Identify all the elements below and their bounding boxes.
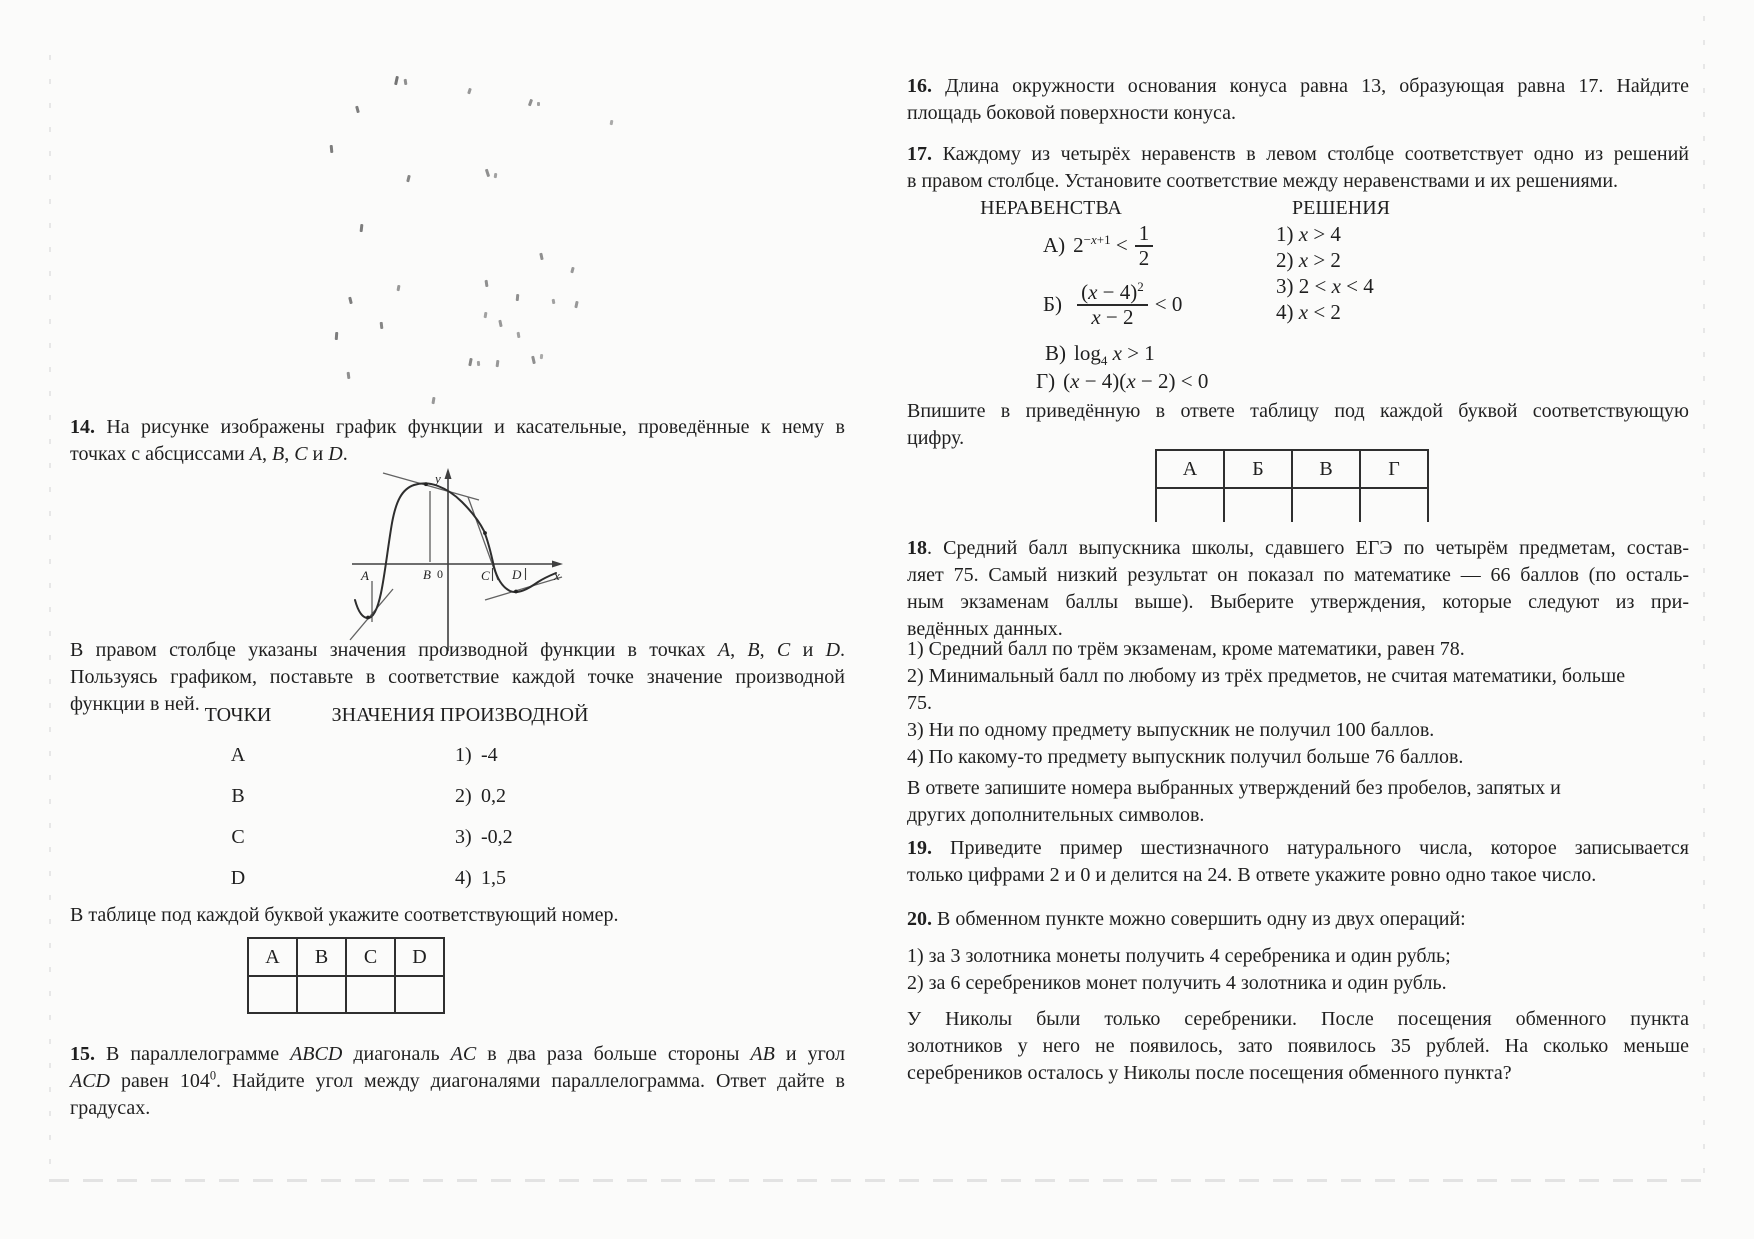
x-axis-label: x <box>554 568 560 583</box>
value-row <box>455 735 513 776</box>
fraction-one-half <box>1135 222 1154 269</box>
solution-row: 3) 2 < x < 4 <box>1276 274 1374 298</box>
inequalities-header: НЕРАВЕНСТВА <box>980 197 1122 219</box>
points-column-header: ТОЧКИ <box>204 704 272 726</box>
speck <box>431 397 435 404</box>
answer-table-header-cell: D <box>395 938 444 976</box>
solutions-header: РЕШЕНИЯ <box>1292 197 1390 219</box>
point-B-dot <box>424 482 428 486</box>
speck <box>485 169 490 177</box>
speck <box>528 99 533 106</box>
speck <box>468 358 472 366</box>
y-axis-label: y <box>435 471 441 486</box>
speck <box>531 356 535 364</box>
answer-input-cell <box>297 976 346 1013</box>
solution-row: 4) x < 2 <box>1276 300 1341 324</box>
tangent-at-B <box>383 473 479 500</box>
problem-20-question: У Николы были только серебреники. После посещения обменного пункта золотников у него не появилось, зато появилось 35 рублей. На сколько меньше серебреников осталось у Николы после посещения обменного пункта? <box>907 1008 1689 1084</box>
points-list <box>224 735 252 899</box>
right-margin-dashes <box>1703 16 1705 1176</box>
answer-table-14 <box>247 937 445 1014</box>
inequality-B <box>1043 281 1182 328</box>
inequality-A-label: А) <box>1043 233 1066 258</box>
problem-16-text: 16. Длина окружности основания конуса равна 13, образующая равна 17. Найдите площадь боковой поверхности конуса. <box>907 75 1689 124</box>
fraction-numerator: $(x - 4)^2$ <box>1081 279 1144 304</box>
point-row: B <box>231 785 245 807</box>
label-zero: 0 <box>437 567 443 581</box>
value-number: 2) <box>455 785 472 807</box>
answer-input-cell <box>1156 488 1224 522</box>
speck <box>537 102 540 106</box>
function-graph <box>280 461 600 663</box>
answer-input-cell <box>395 976 444 1013</box>
speck <box>347 372 350 379</box>
speck <box>517 332 520 338</box>
speck <box>396 285 400 291</box>
speck <box>484 312 487 318</box>
speck <box>574 301 578 308</box>
speck <box>485 280 488 287</box>
tangent-at-D <box>485 577 562 600</box>
point-row: D <box>230 867 246 889</box>
answer-table-17 <box>1155 449 1429 522</box>
speck <box>394 76 398 85</box>
speck <box>498 320 502 327</box>
value-row <box>455 817 513 858</box>
answer-table-header-cell: Б <box>1224 450 1292 488</box>
derivative-values-list <box>455 735 513 899</box>
inequality-B-label: Б) <box>1043 292 1063 317</box>
point-A-dot <box>366 616 370 620</box>
problem-14-table-instruction: В таблице под каждой буквой укажите соответствующий номер. <box>70 904 619 926</box>
speck <box>570 267 574 273</box>
value-text: 0,2 <box>481 785 506 807</box>
point-row: A <box>230 744 246 766</box>
speck <box>540 354 543 359</box>
speck <box>467 88 471 94</box>
value-row <box>455 776 513 817</box>
label-C: C <box>481 568 490 583</box>
value-row <box>455 858 513 899</box>
point-D-dot <box>514 590 518 594</box>
problem-18-answer-instruction: В ответе запишите номера выбранных утверждений без пробелов, запятых и других дополнительных символов. <box>907 777 1561 826</box>
speck <box>494 173 497 178</box>
answer-input-cell <box>1224 488 1292 522</box>
point-row: C <box>231 826 245 848</box>
answer-table-header-cell: Г <box>1360 450 1428 488</box>
answer-table-header-cell: А <box>1156 450 1224 488</box>
speck <box>335 332 338 340</box>
answer-table-header-row <box>1156 450 1428 488</box>
value-number: 1) <box>455 744 472 766</box>
left-margin-dashes <box>49 55 51 1177</box>
inequality-D <box>1036 369 1208 394</box>
speck <box>355 106 359 113</box>
answer-input-cell <box>1360 488 1428 522</box>
answer-input-cell <box>248 976 297 1013</box>
problem-14-text: 14. На рисунке изображены график функции и касательные, проведённые к нему в точках с абсциссами A, B, C и D. <box>70 416 845 465</box>
solutions-list <box>1276 221 1374 325</box>
answer-table-header-cell: C <box>346 938 395 976</box>
speck <box>516 294 519 301</box>
solution-row: 2) x > 2 <box>1276 248 1341 272</box>
speck <box>380 322 383 329</box>
answer-table-input-row <box>1156 488 1428 522</box>
speck <box>496 360 499 367</box>
fraction-numerator: 1 <box>1138 221 1150 245</box>
label-A: A <box>361 568 369 583</box>
fraction-denominator: x − 2 <box>1077 304 1148 329</box>
y-axis-arrow <box>445 468 452 479</box>
inequality-D-expression: (x − 4)(x − 2) < 0 <box>1063 369 1209 393</box>
speck <box>406 175 410 182</box>
speck <box>360 224 363 232</box>
value-text: 1,5 <box>481 867 506 889</box>
rational-fraction <box>1077 281 1148 328</box>
problem-14-description: В правом столбце указаны значения производной функции в точках A, B, C и D. Пользуясь графиком, поставьте в соответствие каждой точке значение производной функции в ней. <box>70 639 846 715</box>
answer-input-cell <box>1292 488 1360 522</box>
answer-table-input-row <box>248 976 444 1013</box>
speck <box>552 299 555 304</box>
value-number: 3) <box>455 826 472 848</box>
speck <box>348 297 352 304</box>
answer-table-header-cell: В <box>1292 450 1360 488</box>
x-axis-arrow <box>552 561 563 568</box>
inequality-B-relation: < 0 <box>1154 292 1183 317</box>
problem-20-operations: 1) за 3 золотника монеты получить 4 серебреника и один рубль; 2) за 6 серебреников монет получить 4 золотника и один рубль. <box>907 945 1451 994</box>
inequality-A <box>1043 222 1153 269</box>
problem-19-text: 19. Приведите пример шестизначного натурального числа, которое записывается только цифрами 2 и 0 и делится на 24. В ответе укажите ровно одно такое число. <box>907 837 1689 886</box>
speck <box>477 361 480 366</box>
inequality-A-expression: $2^{-x+1}$ < <box>1073 232 1128 258</box>
problem-17-text: 17. Каждому из четырёх неравенств в левом столбце соответствует одно из решений в правом столбце. Установите соответствие между неравенствами и их решениями. <box>907 143 1689 192</box>
value-number: 4) <box>455 867 472 889</box>
answer-table-header-cell: A <box>248 938 297 976</box>
speck <box>539 253 543 260</box>
value-text: -0,2 <box>481 826 513 848</box>
problem-20-text: 20. В обменном пункте можно совершить одну из двух операций: <box>907 908 1466 930</box>
label-B: B <box>423 567 431 582</box>
speck <box>330 145 333 153</box>
fraction-denominator: 2 <box>1135 245 1154 270</box>
speck <box>404 79 407 85</box>
inequality-C-label: В) <box>1045 341 1066 365</box>
values-column-header: ЗНАЧЕНИЯ ПРОИЗВОДНОЙ <box>331 704 589 726</box>
problem-18-statements: 1) Средний балл по трём экзаменам, кроме математики, равен 78. 2) Минимальный балл по любому из трёх предметов, не считая математики, больше 75. 3) Ни по одному предмету выпускник не получил 100 баллов. 4) По какому-то предмету выпускник получил больше 76 баллов. <box>907 638 1626 768</box>
problem-15-text: 15. В параллелограмме ABCD диагональ AC в два раза больше стороны AB и угол ACD равен $104^0$. Найдите угол между диагоналями параллелограмма. Ответ дайте в градусах. <box>70 1043 845 1119</box>
answer-table-header-cell: B <box>297 938 346 976</box>
answer-table-header-row <box>248 938 444 976</box>
label-D: D <box>512 567 522 582</box>
point-C-dot <box>483 531 487 535</box>
inequality-C <box>1045 341 1155 369</box>
problem-18-text: 18. Средний балл выпускника школы, сдавшего ЕГЭ по четырём предметам, состав- ляет 75. Самый низкий результат он показал по математике — 66 баллов (по осталь- ным экзаменам баллы выше). Выберите утверждения, которые следуют из при- ведённых данных. <box>907 537 1689 640</box>
inequality-C-expression: $\log_4 x > 1$ <box>1074 341 1155 369</box>
solution-row: 1) x > 4 <box>1276 222 1341 246</box>
inequality-D-label: Г) <box>1036 369 1056 393</box>
bottom-margin-dashes <box>49 1179 1701 1182</box>
value-text: -4 <box>481 744 498 766</box>
answer-input-cell <box>346 976 395 1013</box>
problem-17-table-instruction: Впишите в приведённую в ответе таблицу под каждой буквой соответствующую цифру. <box>907 400 1689 449</box>
speck <box>610 120 613 125</box>
